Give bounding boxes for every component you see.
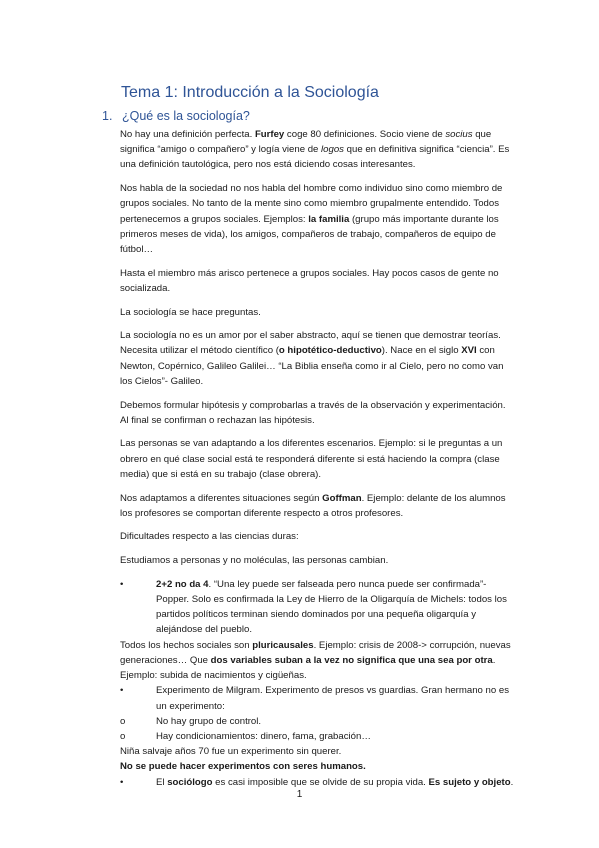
circle-bullet-icon: o [120,730,126,742]
bold-run: Es sujeto y objeto [428,776,511,788]
page-number: 1 [296,789,303,800]
text-run: No hay una definición perfecta. [120,129,255,140]
bullet-item-sociologist [120,775,516,790]
text-run: (grupo más importante durante los primeros meses de vida), los amigos, compañeros de trabajo, compañeros de equipo de fútbol… [120,213,499,255]
paragraph-definition [120,127,516,173]
bold-run: dos variables suban a la vez no significa que una sea por otra [210,654,493,666]
paragraph-groups [120,181,516,257]
italic-run: logos [321,144,344,156]
text-run: es casi imposible que se olvide de su propia vida. [212,776,429,788]
bold-run: No se puede hacer experimentos con seres humanos. [120,761,366,773]
bold-run: o hipotético-deductivo [278,345,382,357]
subbullet-item-conditioning [120,729,516,744]
text-run: . [510,776,514,788]
bold-run: Goffman [322,492,362,504]
paragraph-pluricausal [120,638,516,684]
paragraph-goffman [120,491,516,521]
document-title: Tema 1: Introducción a la Sociología [121,84,379,101]
text-run: que en definitiva significa “ciencia”. Es una definición tautológica, pero nos está diciendo cosas interesantes. [120,144,510,171]
bold-run: pluricausales [252,639,314,651]
section-number: 1. [102,109,113,123]
paragraph-no-experiments [120,759,516,774]
text-run: El [156,776,168,788]
paragraph-feral-child: Niña salvaje años 70 fue un experimento sin querer. [120,746,342,758]
text-run: . Ejemplo: subida de nacimientos y cigüeñas. [120,654,496,682]
paragraph-arisco: Hasta el miembro más arisco pertenece a grupos sociales. Hay pocos casos de gente no socializada. [120,267,499,294]
bold-run: la familia [308,213,350,225]
text-run: Nos habla de la sociedad no nos habla del hombre como individuo sino como miembro de grupos sociales. No tanto de la mente sino como miembro grupalmente entendido. Todos pertenecemos a grupos sociales. Ejemplos: [120,183,503,225]
text-run: coge 80 definiciones. Socio viene de [284,129,446,140]
text-run: que significa “amigo o compañero” y logía viene de [120,129,492,156]
bold-run: 2+2 no da 4 [156,578,209,590]
paragraph-questions: La sociología se hace preguntas. [120,306,261,318]
section-heading [102,109,250,123]
section-label: ¿Qué es la sociología? [122,109,250,123]
bullet-item-popper [120,577,516,638]
text-run: Hay condicionamientos: dinero, fama, grabación… [156,730,371,742]
text-run: Experimento de Milgram. Experimento de presos vs guardias. Gran hermano no es un experimento: [156,685,510,712]
bullet-item-milgram [120,683,516,713]
text-run: La sociología no es un amor por el saber abstracto, aquí se tienen que demostrar teorías. Necesita utilizar el método científico ( [120,330,501,357]
bullet-icon: • [120,685,124,697]
subbullet-item-control [120,714,516,729]
text-run: Todos los hechos sociales son [120,639,253,651]
circle-bullet-icon: o [120,715,126,727]
italic-run: socius [445,129,473,140]
text-run: . Ejemplo: crisis de 2008-> corrupción, nuevas generaciones… Que [120,639,511,666]
text-run: . Ejemplo: delante de los alumnos los profesores se comportan diferente respecto a otros profesores. [120,492,506,519]
bold-run: XVI [461,345,477,357]
paragraph-difficulties: Dificultades respecto a las ciencias duras: [120,531,299,543]
bullet-icon: • [120,776,124,788]
bullet-icon: • [120,578,124,590]
text-run: . “Una ley puede ser falseada pero nunca puede ser confirmada”- Popper. Solo es confirmada la Ley de Hierro de la Oligarquía de Michels: todos los partidos políticos terminan siendo dominados por una pequeña oligarquía y alejándose del pueblo. [156,578,507,636]
document-body [120,127,516,790]
bold-run: sociólogo [167,776,213,788]
text-run: Nos adaptamos a diferentes situaciones según [120,492,323,504]
paragraph-adaptation: Las personas se van adaptando a los diferentes escenarios. Ejemplo: si le preguntas a un obrero en qué clase social está te responderá diferente si está haciendo la compra (clase media) que si está en su trabajo (clase obrera). [120,438,503,480]
paragraph-hypothesis: Debemos formular hipótesis y comprobarlas a través de la observación y experimentación. Al final se confirman o rechazan las hipótesis. [120,399,506,426]
text-run: con Newton, Copérnico, Galileo Galilei… “La Biblia enseña como ir al Cielo, pero no como van los Cielos”- Galileo. [120,345,504,387]
paragraph-people: Estudiamos a personas y no moléculas, las personas cambian. [120,555,389,567]
bold-run: Furfey [254,129,285,140]
text-run: No hay grupo de control. [156,715,262,727]
paragraph-method [120,328,516,389]
text-run: ). Nace en el siglo [381,345,462,357]
